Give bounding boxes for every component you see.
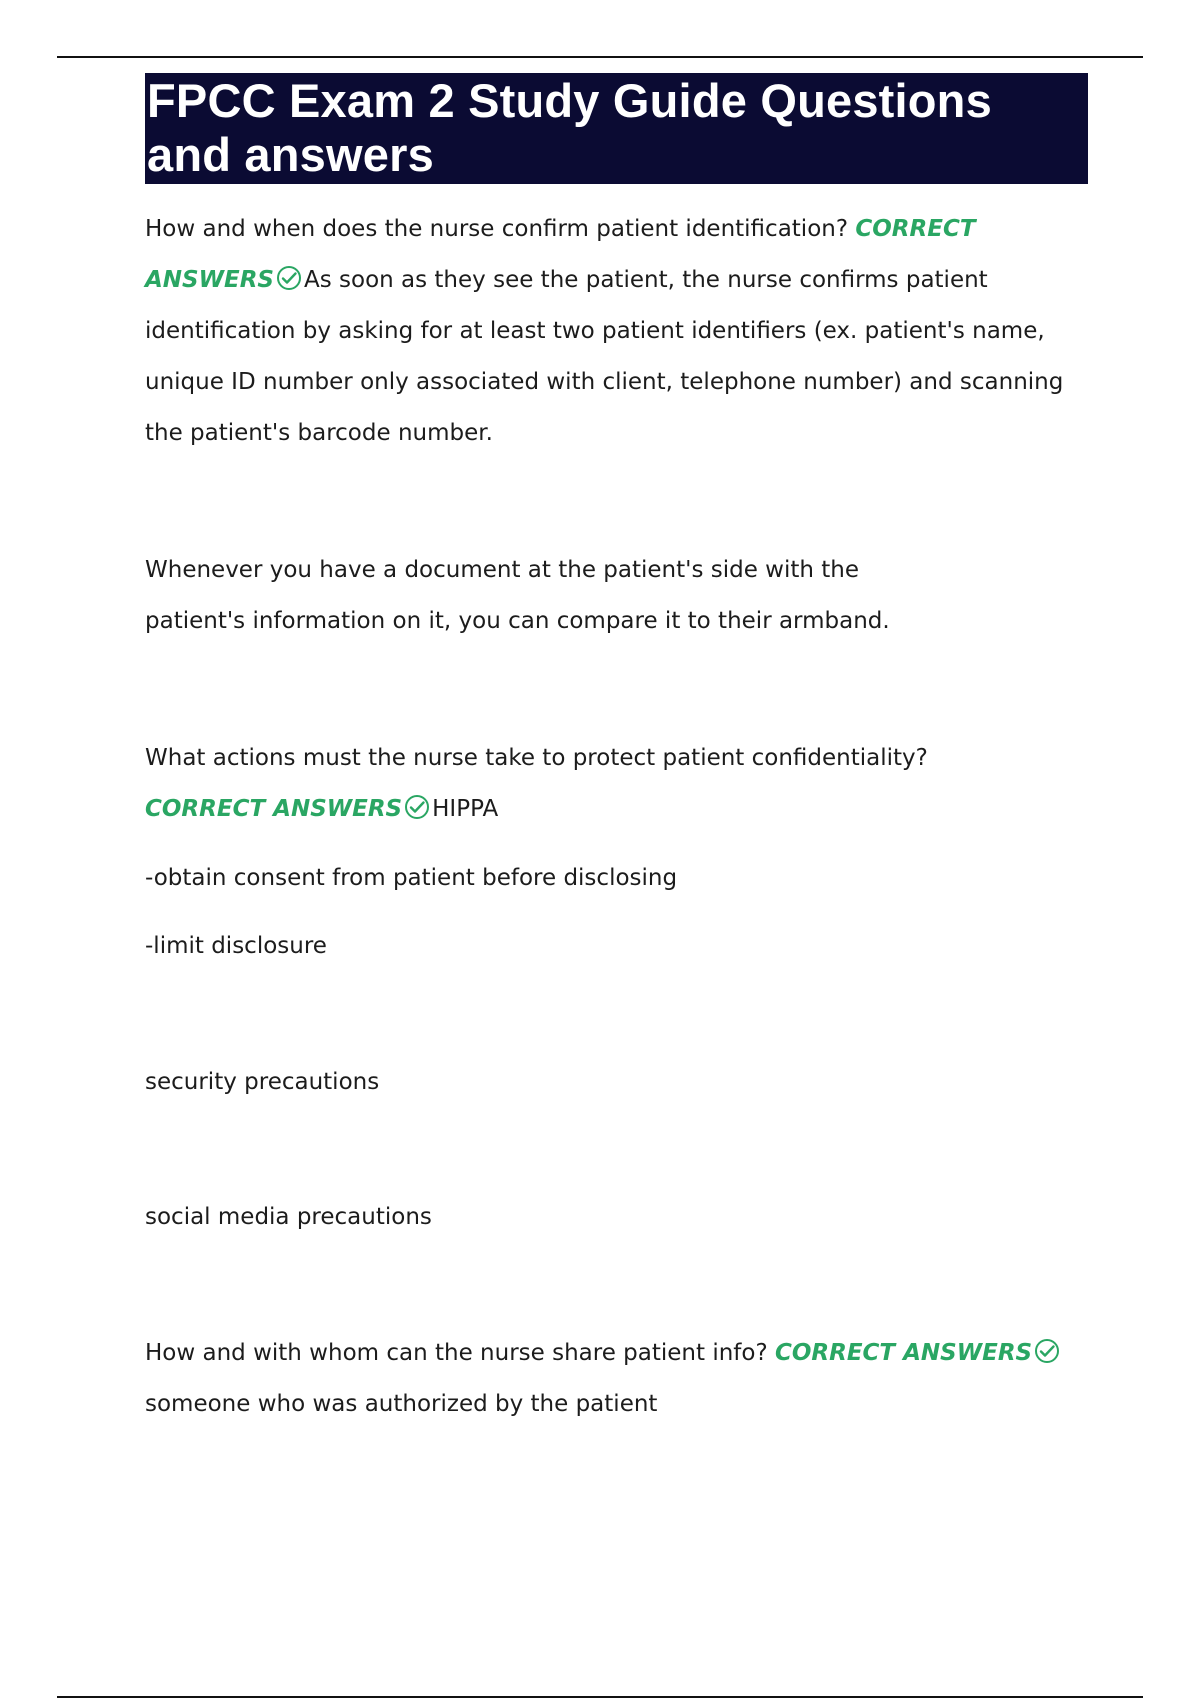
question-text: How and when does the nurse confirm patient identification? [145, 216, 849, 242]
check-badge-icon [276, 265, 302, 291]
qa-block-2 [145, 733, 1045, 835]
check-badge-icon [1034, 1338, 1060, 1364]
list-item: -obtain consent from patient before disclosing [145, 865, 678, 891]
correct-answers-label: CORRECT ANSWERS [145, 796, 403, 822]
answer-text: HIPPA [432, 796, 499, 822]
qa-block-3 [145, 1328, 1065, 1430]
answer-text: As soon as they see the patient, the nurse confirms patient identification by asking for at least two patient identifiers (ex. patient's name, unique ID number only associated with client, telephone number) and scanning the patient's barcode number. [145, 267, 1064, 446]
bottom-rule [57, 1696, 1143, 1698]
answer-text: someone who was authorized by the patient [145, 1391, 658, 1417]
title-band [145, 73, 1088, 184]
qa-block-1 [145, 204, 1065, 459]
list-item: -limit disclosure [145, 933, 327, 959]
list-item: security precautions [145, 1069, 380, 1095]
correct-answers-label: CORRECT ANSWERS [145, 216, 976, 293]
question-text: What actions must the nurse take to protect patient confidentiality? [145, 745, 928, 771]
correct-answers-label: CORRECT ANSWERS [774, 1340, 1033, 1366]
check-badge-icon [404, 794, 430, 820]
top-rule [57, 56, 1143, 58]
list-item: social media precautions [145, 1204, 432, 1230]
document-title: FPCC Exam 2 Study Guide Questions and answers [147, 74, 992, 181]
qa-extra-note: Whenever you have a document at the patient's side with the patient's information on it, you can compare it to their armband. [145, 557, 890, 634]
question-text: How and with whom can the nurse share patient info? [145, 1340, 768, 1366]
